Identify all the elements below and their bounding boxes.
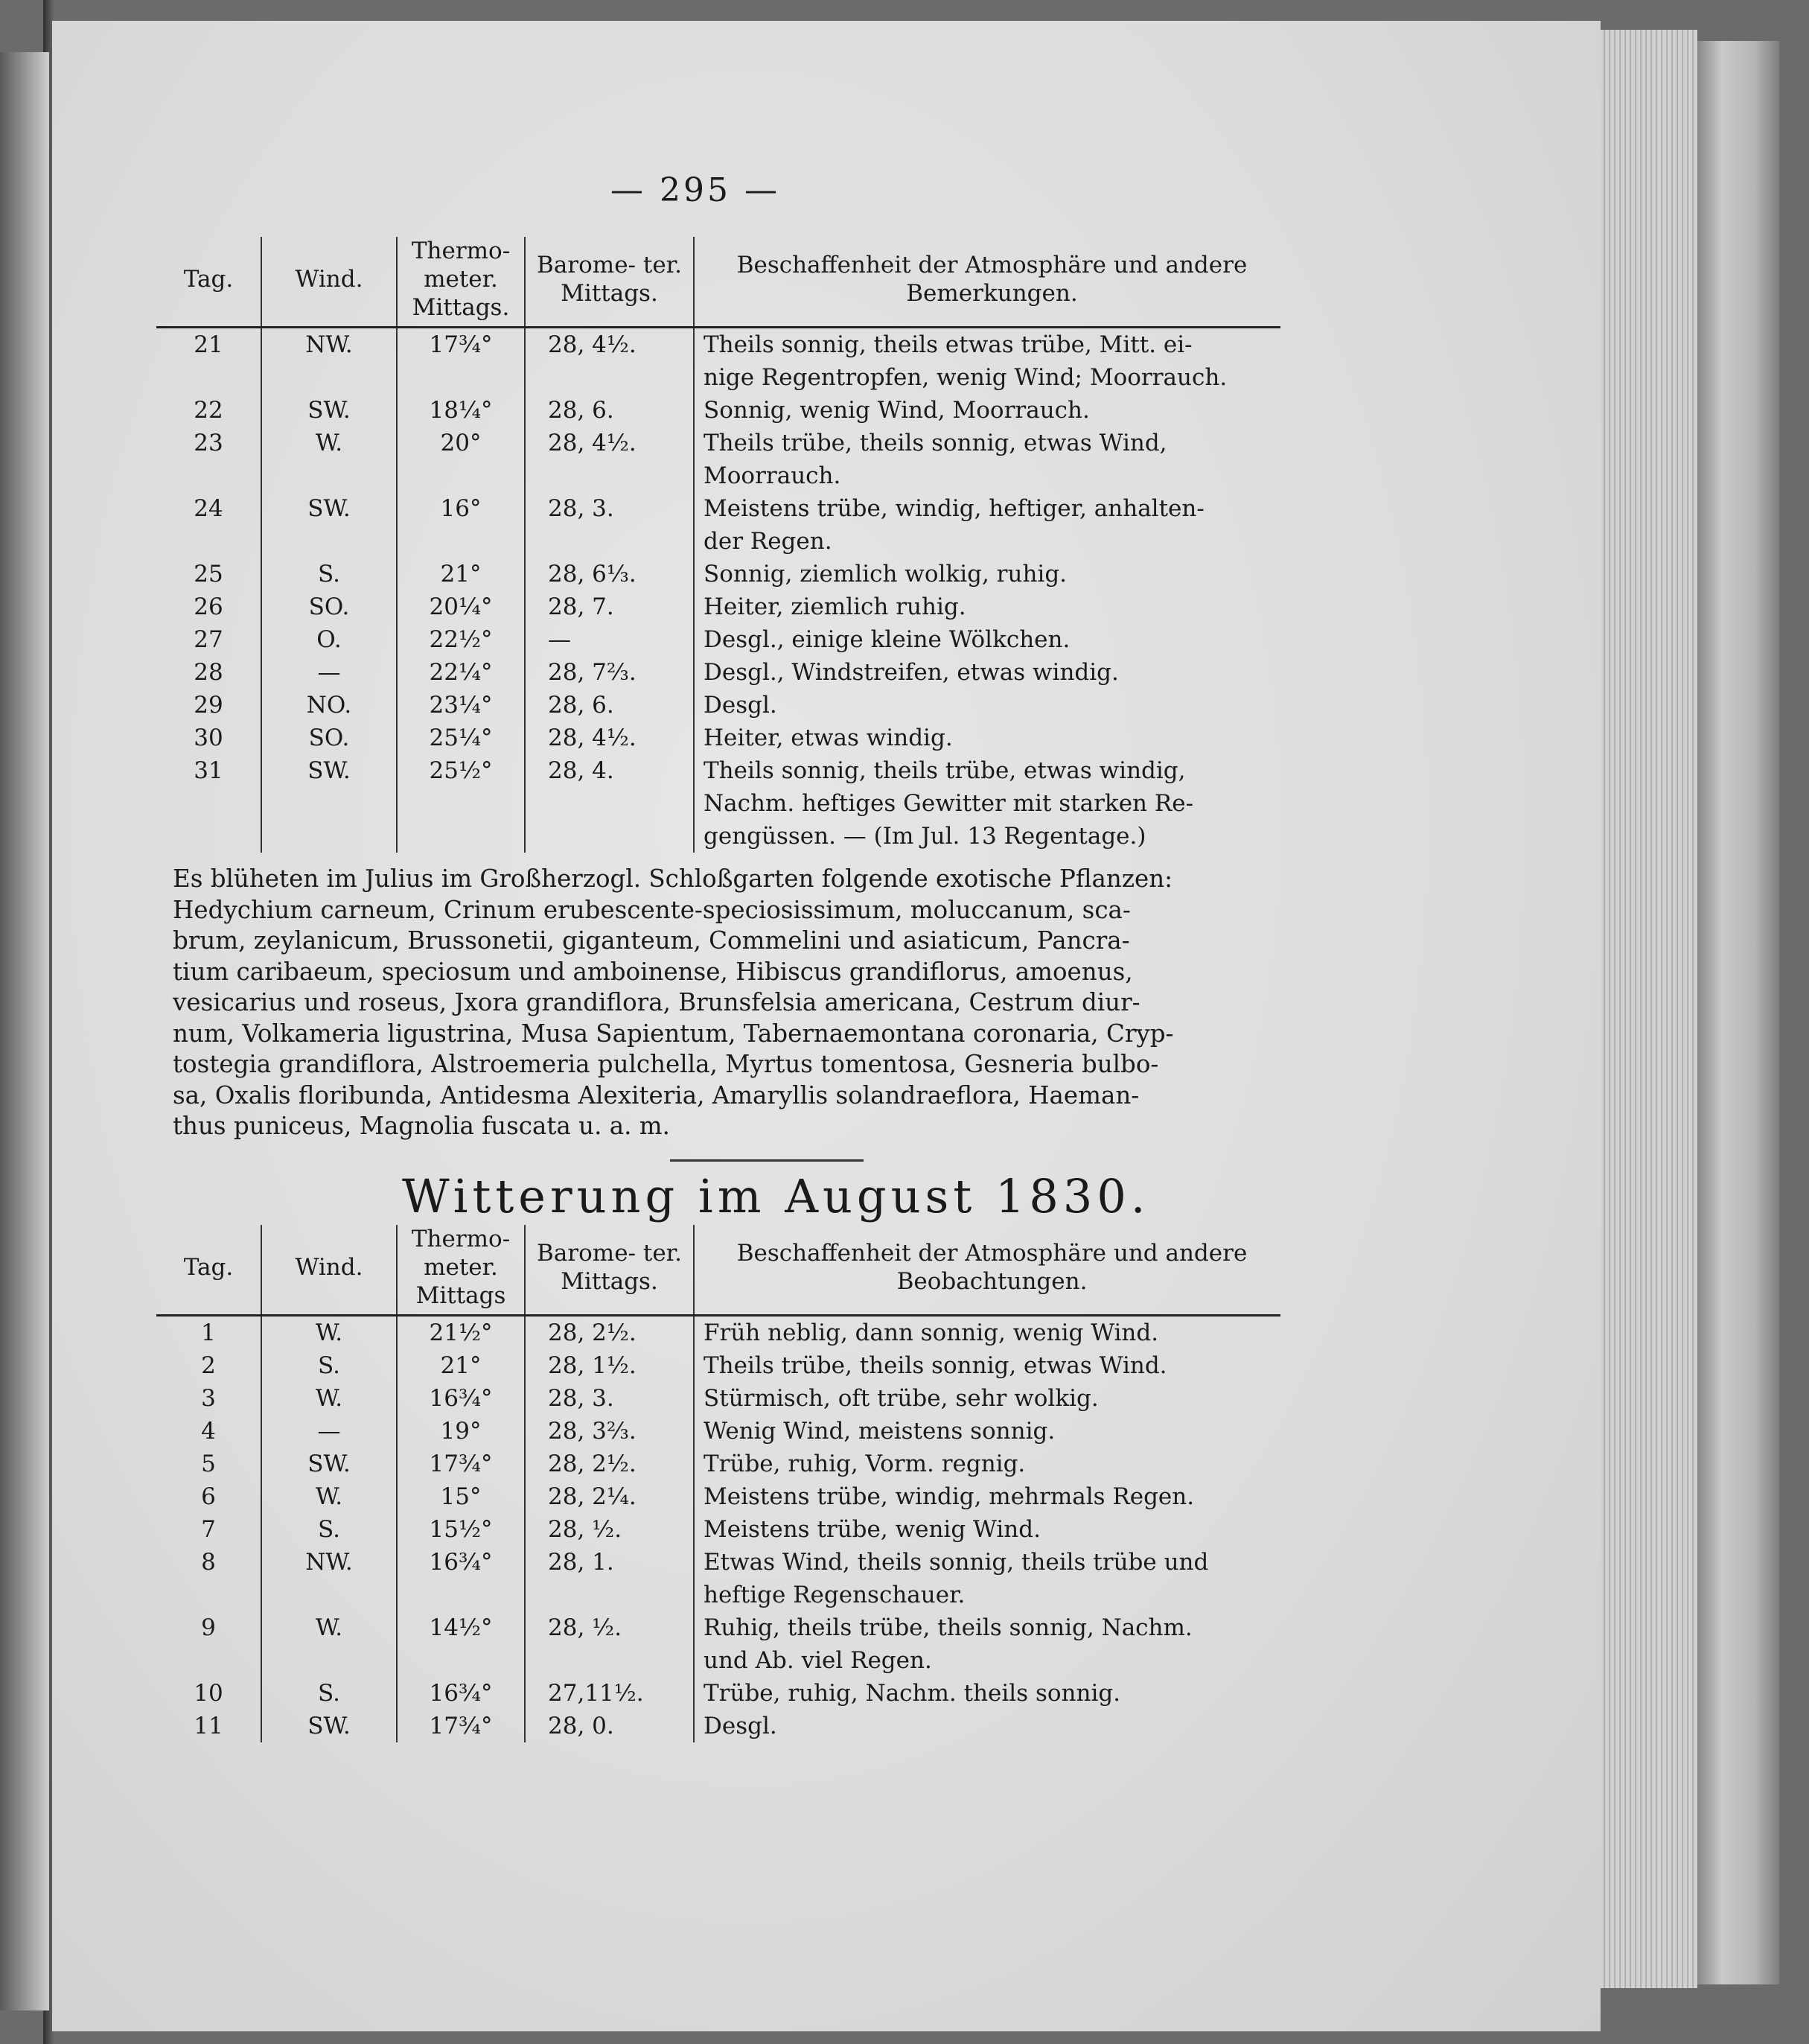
wind-cell: W. bbox=[261, 427, 397, 492]
day-cell: 26 bbox=[194, 593, 223, 620]
barometer-cell: 28, 4½. bbox=[525, 328, 694, 395]
thermometer-cell: 17¾° bbox=[397, 1448, 525, 1480]
barometer-cell: 28, 4½. bbox=[525, 722, 694, 754]
barometer-cell: 28, 2¼. bbox=[525, 1480, 694, 1513]
barometer-cell: 27,11½. bbox=[525, 1677, 694, 1710]
barometer-cell: 28, ½. bbox=[525, 1513, 694, 1546]
barometer-cell: 28, 3. bbox=[525, 1382, 694, 1415]
barometer-cell: 28, 1½. bbox=[525, 1349, 694, 1382]
col-thermometer-header: Thermo- meter. Mittags bbox=[397, 1225, 525, 1316]
remarks-line: Theils sonnig, theils etwas trübe, Mitt. ei- bbox=[704, 331, 1193, 358]
remarks-line: Theils trübe, theils sonnig, etwas Wind. bbox=[704, 1352, 1167, 1379]
day-cell: 5 bbox=[201, 1451, 216, 1477]
col-barometer-header: Barome- ter. Mittags. bbox=[525, 237, 694, 328]
flowers-line: Es blüheten im Julius im Großherzogl. Schloßgarten folgende exotische Pflanzen: bbox=[173, 865, 1173, 893]
table-row bbox=[156, 754, 1280, 853]
remarks-line: Trübe, ruhig, Vorm. regnig. bbox=[704, 1451, 1026, 1477]
barometer-cell: 28, 0. bbox=[525, 1710, 694, 1742]
remarks-cell bbox=[694, 623, 1280, 656]
wind-cell: SO. bbox=[261, 590, 397, 623]
thermometer-cell: 21½° bbox=[397, 1316, 525, 1350]
remarks-line: Moorrauch. bbox=[704, 462, 841, 489]
flowers-line: Hedychium carneum, Crinum erubescente-speciosissimum, moluccanum, sca- bbox=[173, 895, 1131, 924]
remarks-cell bbox=[694, 328, 1280, 395]
wind-cell: W. bbox=[261, 1382, 397, 1415]
wind-cell: NO. bbox=[261, 689, 397, 722]
day-cell: 22 bbox=[194, 397, 223, 424]
day-cell: 27 bbox=[194, 626, 223, 653]
thermometer-cell: 20° bbox=[397, 427, 525, 492]
table-row bbox=[156, 1382, 1280, 1415]
table-row bbox=[156, 1611, 1280, 1677]
thermometer-cell: 23¼° bbox=[397, 689, 525, 722]
remarks-cell bbox=[694, 492, 1280, 558]
left-page-edge bbox=[0, 52, 49, 2010]
thermometer-cell: 20¼° bbox=[397, 590, 525, 623]
remarks-line: Ruhig, theils trübe, theils sonnig, Nachm. bbox=[704, 1614, 1193, 1641]
day-cell: 30 bbox=[194, 725, 223, 751]
day-cell: 25 bbox=[194, 561, 223, 588]
thermometer-cell: 15½° bbox=[397, 1513, 525, 1546]
day-cell: 2 bbox=[201, 1352, 216, 1379]
thermometer-cell: 21° bbox=[397, 558, 525, 590]
thermometer-cell: 22¼° bbox=[397, 656, 525, 689]
thermometer-cell: 21° bbox=[397, 1349, 525, 1382]
barometer-cell: 28, 4. bbox=[525, 754, 694, 853]
thermometer-cell: 17¾° bbox=[397, 328, 525, 395]
remarks-cell bbox=[694, 754, 1280, 853]
wind-cell: SW. bbox=[261, 754, 397, 853]
thermometer-cell: 16¾° bbox=[397, 1546, 525, 1611]
remarks-cell bbox=[694, 394, 1280, 427]
wind-cell: NW. bbox=[261, 328, 397, 395]
col-wind-header: Wind. bbox=[261, 1225, 397, 1316]
barometer-cell: — bbox=[525, 623, 694, 656]
remarks-cell bbox=[694, 558, 1280, 590]
day-cell: 21 bbox=[194, 331, 223, 358]
remarks-cell bbox=[694, 1677, 1280, 1710]
col-day-header: Tag. bbox=[156, 237, 261, 328]
day-cell: 31 bbox=[194, 757, 223, 784]
table-row bbox=[156, 689, 1280, 722]
day-cell: 3 bbox=[201, 1385, 216, 1412]
section-divider bbox=[670, 1159, 864, 1162]
remarks-cell bbox=[694, 656, 1280, 689]
remarks-line: Etwas Wind, theils sonnig, theils trübe und bbox=[704, 1549, 1209, 1576]
july-table-header bbox=[156, 237, 1280, 328]
wind-cell: S. bbox=[261, 1677, 397, 1710]
wind-cell: S. bbox=[261, 1349, 397, 1382]
thermometer-cell: 19° bbox=[397, 1415, 525, 1448]
remarks-line: Theils trübe, theils sonnig, etwas Wind, bbox=[704, 430, 1167, 456]
day-cell: 4 bbox=[201, 1418, 216, 1445]
table-row bbox=[156, 1677, 1280, 1710]
table-row bbox=[156, 492, 1280, 558]
day-cell: 24 bbox=[194, 495, 223, 522]
flowers-line: brum, zeylanicum, Brussonetii, giganteum, Commelini und asiaticum, Pancra- bbox=[173, 926, 1130, 955]
wind-cell: S. bbox=[261, 1513, 397, 1546]
table-row bbox=[156, 328, 1280, 395]
table-row bbox=[156, 1513, 1280, 1546]
thermometer-cell: 18¼° bbox=[397, 394, 525, 427]
august-weather-table bbox=[156, 1225, 1280, 1742]
barometer-cell: 28, 2½. bbox=[525, 1448, 694, 1480]
table-row bbox=[156, 394, 1280, 427]
remarks-cell bbox=[694, 1513, 1280, 1546]
barometer-cell: 28, 6⅓. bbox=[525, 558, 694, 590]
wind-cell: W. bbox=[261, 1480, 397, 1513]
col-remarks-header: Beschaffenheit der Atmosphäre und andere Bemerkungen. bbox=[694, 237, 1280, 328]
remarks-line: Desgl. bbox=[704, 692, 777, 719]
remarks-line: Theils sonnig, theils trübe, etwas windig, bbox=[704, 757, 1186, 784]
remarks-line: Meistens trübe, windig, heftiger, anhalten- bbox=[704, 495, 1205, 522]
thermometer-cell: 14½° bbox=[397, 1611, 525, 1677]
remarks-line: der Regen. bbox=[704, 528, 832, 555]
remarks-cell bbox=[694, 1349, 1280, 1382]
barometer-cell: 28, 7⅔. bbox=[525, 656, 694, 689]
col-day-header: Tag. bbox=[156, 1225, 261, 1316]
remarks-line: Heiter, etwas windig. bbox=[704, 725, 953, 751]
remarks-cell bbox=[694, 1546, 1280, 1611]
wind-cell: NW. bbox=[261, 1546, 397, 1611]
flowers-line: tium caribaeum, speciosum und amboinense, Hibiscus grandiflorus, amoenus, bbox=[173, 957, 1133, 986]
barometer-cell: 28, 7. bbox=[525, 590, 694, 623]
remarks-cell bbox=[694, 689, 1280, 722]
page-number: — 295 — bbox=[610, 171, 780, 209]
thermometer-cell: 15° bbox=[397, 1480, 525, 1513]
barometer-cell: 28, 3⅔. bbox=[525, 1415, 694, 1448]
remarks-line: Früh neblig, dann sonnig, wenig Wind. bbox=[704, 1319, 1159, 1346]
wind-cell: W. bbox=[261, 1316, 397, 1350]
table-row bbox=[156, 1710, 1280, 1742]
wind-cell: S. bbox=[261, 558, 397, 590]
day-cell: 23 bbox=[194, 430, 223, 456]
flowers-line: thus puniceus, Magnolia fuscata u. a. m. bbox=[173, 1112, 670, 1140]
remarks-line: heftige Regenschauer. bbox=[704, 1582, 966, 1608]
wind-cell: SO. bbox=[261, 722, 397, 754]
table-row bbox=[156, 722, 1280, 754]
remarks-cell bbox=[694, 590, 1280, 623]
day-cell: 10 bbox=[194, 1680, 223, 1707]
flowers-line: num, Volkameria ligustrina, Musa Sapientum, Tabernaemontana coronaria, Cryp- bbox=[173, 1019, 1174, 1048]
remarks-line: Meistens trübe, wenig Wind. bbox=[704, 1516, 1041, 1543]
remarks-line: Nachm. heftiges Gewitter mit starken Re- bbox=[704, 790, 1194, 817]
remarks-cell bbox=[694, 1611, 1280, 1677]
wind-cell: SW. bbox=[261, 1710, 397, 1742]
remarks-line: Desgl., Windstreifen, etwas windig. bbox=[704, 659, 1119, 686]
remarks-cell bbox=[694, 1480, 1280, 1513]
remarks-line: Desgl. bbox=[704, 1713, 777, 1739]
remarks-line: gengüssen. — (Im Jul. 13 Regentage.) bbox=[704, 823, 1146, 850]
col-thermometer-header: Thermo- meter. Mittags. bbox=[397, 237, 525, 328]
remarks-line: Sonnig, wenig Wind, Moorrauch. bbox=[704, 397, 1090, 424]
thermometer-cell: 25¼° bbox=[397, 722, 525, 754]
flowers-paragraph bbox=[173, 864, 1274, 1142]
table-row bbox=[156, 1448, 1280, 1480]
wind-cell: SW. bbox=[261, 394, 397, 427]
day-cell: 6 bbox=[201, 1483, 216, 1510]
thermometer-cell: 16¾° bbox=[397, 1677, 525, 1710]
flowers-line: vesicarius und roseus, Jxora grandiflora, Brunsfelsia americana, Cestrum diur- bbox=[173, 988, 1140, 1016]
col-wind-header: Wind. bbox=[261, 237, 397, 328]
remarks-line: nige Regentropfen, wenig Wind; Moorrauch. bbox=[704, 364, 1228, 391]
table-row bbox=[156, 427, 1280, 492]
august-section-title: Witterung im August 1830. bbox=[402, 1169, 1150, 1223]
barometer-cell: 28, ½. bbox=[525, 1611, 694, 1677]
remarks-line: Wenig Wind, meistens sonnig. bbox=[704, 1418, 1056, 1445]
barometer-cell: 28, 6. bbox=[525, 394, 694, 427]
wind-cell: — bbox=[261, 1415, 397, 1448]
barometer-cell: 28, 2½. bbox=[525, 1316, 694, 1350]
table-row bbox=[156, 558, 1280, 590]
remarks-cell bbox=[694, 1382, 1280, 1415]
wind-cell: SW. bbox=[261, 492, 397, 558]
day-cell: 1 bbox=[201, 1319, 216, 1346]
table-row bbox=[156, 1349, 1280, 1382]
thermometer-cell: 25½° bbox=[397, 754, 525, 853]
remarks-line: Stürmisch, oft trübe, sehr wolkig. bbox=[704, 1385, 1099, 1412]
remarks-cell bbox=[694, 1316, 1280, 1350]
day-cell: 9 bbox=[201, 1614, 216, 1641]
day-cell: 11 bbox=[194, 1713, 223, 1739]
col-remarks-header: Beschaffenheit der Atmosphäre und andere Beobachtungen. bbox=[694, 1225, 1280, 1316]
wind-cell: — bbox=[261, 656, 397, 689]
table-row bbox=[156, 590, 1280, 623]
col-barometer-header: Barome- ter. Mittags. bbox=[525, 1225, 694, 1316]
remarks-cell bbox=[694, 722, 1280, 754]
thermometer-cell: 16¾° bbox=[397, 1382, 525, 1415]
table-row bbox=[156, 1316, 1280, 1350]
barometer-cell: 28, 1. bbox=[525, 1546, 694, 1611]
table-row bbox=[156, 656, 1280, 689]
remarks-line: Trübe, ruhig, Nachm. theils sonnig. bbox=[704, 1680, 1121, 1707]
remarks-cell bbox=[694, 427, 1280, 492]
thermometer-cell: 22½° bbox=[397, 623, 525, 656]
remarks-cell bbox=[694, 1448, 1280, 1480]
day-cell: 7 bbox=[201, 1516, 216, 1543]
barometer-cell: 28, 6. bbox=[525, 689, 694, 722]
remarks-line: Desgl., einige kleine Wölkchen. bbox=[704, 626, 1071, 653]
remarks-line: Heiter, ziemlich ruhig. bbox=[704, 593, 966, 620]
august-table-header bbox=[156, 1225, 1280, 1316]
july-weather-table bbox=[156, 237, 1280, 853]
wind-cell: SW. bbox=[261, 1448, 397, 1480]
page-edges bbox=[1601, 30, 1697, 1988]
remarks-line: Meistens trübe, windig, mehrmals Regen. bbox=[704, 1483, 1195, 1510]
wind-cell: W. bbox=[261, 1611, 397, 1677]
wind-cell: O. bbox=[261, 623, 397, 656]
barometer-cell: 28, 4½. bbox=[525, 427, 694, 492]
day-cell: 8 bbox=[201, 1549, 216, 1576]
flowers-line: sa, Oxalis floribunda, Antidesma Alexiteria, Amaryllis solandraeflora, Haeman- bbox=[173, 1080, 1140, 1109]
remarks-line: Sonnig, ziemlich wolkig, ruhig. bbox=[704, 561, 1068, 588]
barometer-cell: 28, 3. bbox=[525, 492, 694, 558]
flowers-line: tostegia grandiflora, Alstroemeria pulchella, Myrtus tomentosa, Gesneria bulbo- bbox=[173, 1050, 1159, 1078]
day-cell: 29 bbox=[194, 692, 223, 719]
cover-edge bbox=[1697, 41, 1779, 1984]
thermometer-cell: 16° bbox=[397, 492, 525, 558]
table-row bbox=[156, 1415, 1280, 1448]
table-row bbox=[156, 1480, 1280, 1513]
table-row bbox=[156, 1546, 1280, 1611]
day-cell: 28 bbox=[194, 659, 223, 686]
remarks-cell bbox=[694, 1415, 1280, 1448]
thermometer-cell: 17¾° bbox=[397, 1710, 525, 1742]
remarks-cell bbox=[694, 1710, 1280, 1742]
table-row bbox=[156, 623, 1280, 656]
remarks-line: und Ab. viel Regen. bbox=[704, 1647, 932, 1674]
